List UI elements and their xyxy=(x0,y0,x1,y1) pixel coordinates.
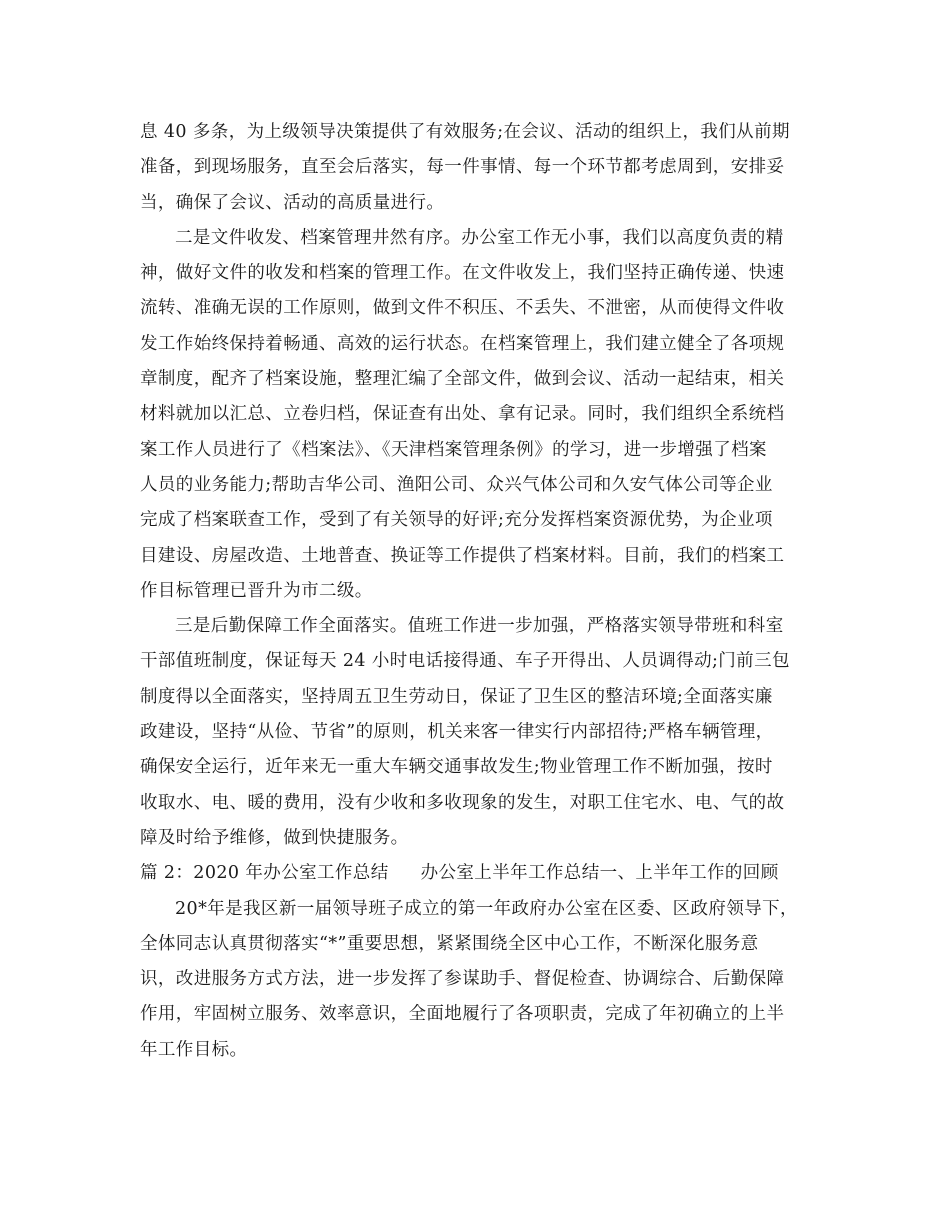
paragraph-file-archive xyxy=(140,221,812,609)
text-line: 当，确保了会议、活动的高质量进行。 xyxy=(140,192,445,213)
paragraph-logistics xyxy=(140,609,812,856)
text-line: 干部值班制度，保证每天 24 小时电话接得通、车子开得出、人员调得动;门前三包 xyxy=(140,651,790,672)
text-line: 政建设，坚持“从俭、节省”的原则，机关来客一律实行内部招待;严格车辆管理， xyxy=(140,722,774,743)
heading-part-2: 办公室上半年工作总结一、上半年工作的回顾 xyxy=(420,863,779,884)
text-line: 20*年是我区新一届领导班子成立的第一年政府办公室在区委、区政府领导下， xyxy=(175,898,798,919)
text-line: 制度得以全面落实，坚持周五卫生劳动日，保证了卫生区的整洁环境;全面落实廉 xyxy=(140,686,773,707)
text-line: 全体同志认真贯彻落实“*”重要思想，紧紧围绕全区中心工作，不断深化服务意 xyxy=(140,933,759,954)
text-line: 息 40 多条，为上级领导决策提供了有效服务;在会议、活动的组织上，我们从前期 xyxy=(140,122,790,142)
text-line: 人员的业务能力;帮助吉华公司、渔阳公司、众兴气体公司和久安气体公司等企业 xyxy=(140,474,773,495)
section-heading xyxy=(140,856,812,891)
document-body xyxy=(140,115,812,1068)
heading-part-1: 篇 2：2020 年办公室工作总结 xyxy=(140,863,389,884)
text-line: 年工作目标。 xyxy=(140,1039,248,1060)
text-line: 目建设、房屋改造、土地普查、换证等工作提供了档案材料。目前，我们的档案工 xyxy=(140,545,785,566)
text-line: 材料就加以汇总、立卷归档，保证查有出处、拿有记录。同时，我们组织全系统档 xyxy=(140,404,785,425)
text-line: 收取水、电、暖的费用，没有少收和多收现象的发生，对职工住宅水、电、气的故 xyxy=(140,792,785,813)
text-line: 识，改进服务方式方法，进一步发挥了参谋助手、督促检查、协调综合、后勤保障 xyxy=(140,969,785,990)
text-line: 作目标管理已晋升为市二级。 xyxy=(140,580,373,601)
text-line: 案工作人员进行了《档案法》、《天津档案管理条例》的学习，进一步增强了档案 xyxy=(140,439,767,460)
text-line: 神，做好文件的收发和档案的管理工作。在文件收发上，我们坚持正确传递、快速 xyxy=(140,263,785,284)
text-line: 作用，牢固树立服务、效率意识，全面地履行了各项职责，完成了年初确立的上半 xyxy=(140,1004,785,1025)
text-line: 完成了档案联查工作，受到了有关领导的好评;充分发挥档案资源优势，为企业项 xyxy=(140,510,773,531)
text-line: 准备，到现场服务，直至会后落实，每一件事情、每一个环节都考虑周到，安排妥 xyxy=(140,157,785,178)
paragraph-half-year-review xyxy=(140,892,812,1068)
text-line: 三是后勤保障工作全面落实。值班工作进一步加强，严格落实领导带班和科室 xyxy=(175,616,784,637)
text-line: 发工作始终保持着畅通、高效的运行状态。在档案管理上，我们建立健全了各项规 xyxy=(140,333,785,354)
text-line: 章制度，配齐了档案设施，整理汇编了全部文件，做到会议、活动一起结束，相关 xyxy=(140,369,785,390)
paragraph-meeting-service xyxy=(140,115,812,221)
text-line: 二是文件收发、档案管理井然有序。办公室工作无小事，我们以高度负责的精 xyxy=(175,227,784,248)
text-line: 确保安全运行，近年来无一重大车辆交通事故发生;物业管理工作不断加强，按时 xyxy=(140,757,773,778)
text-line: 流转、准确无误的工作原则，做到文件不积压、不丢失、不泄密，从而使得文件收 xyxy=(140,298,785,319)
text-line: 障及时给予维修，做到快捷服务。 xyxy=(140,827,409,848)
